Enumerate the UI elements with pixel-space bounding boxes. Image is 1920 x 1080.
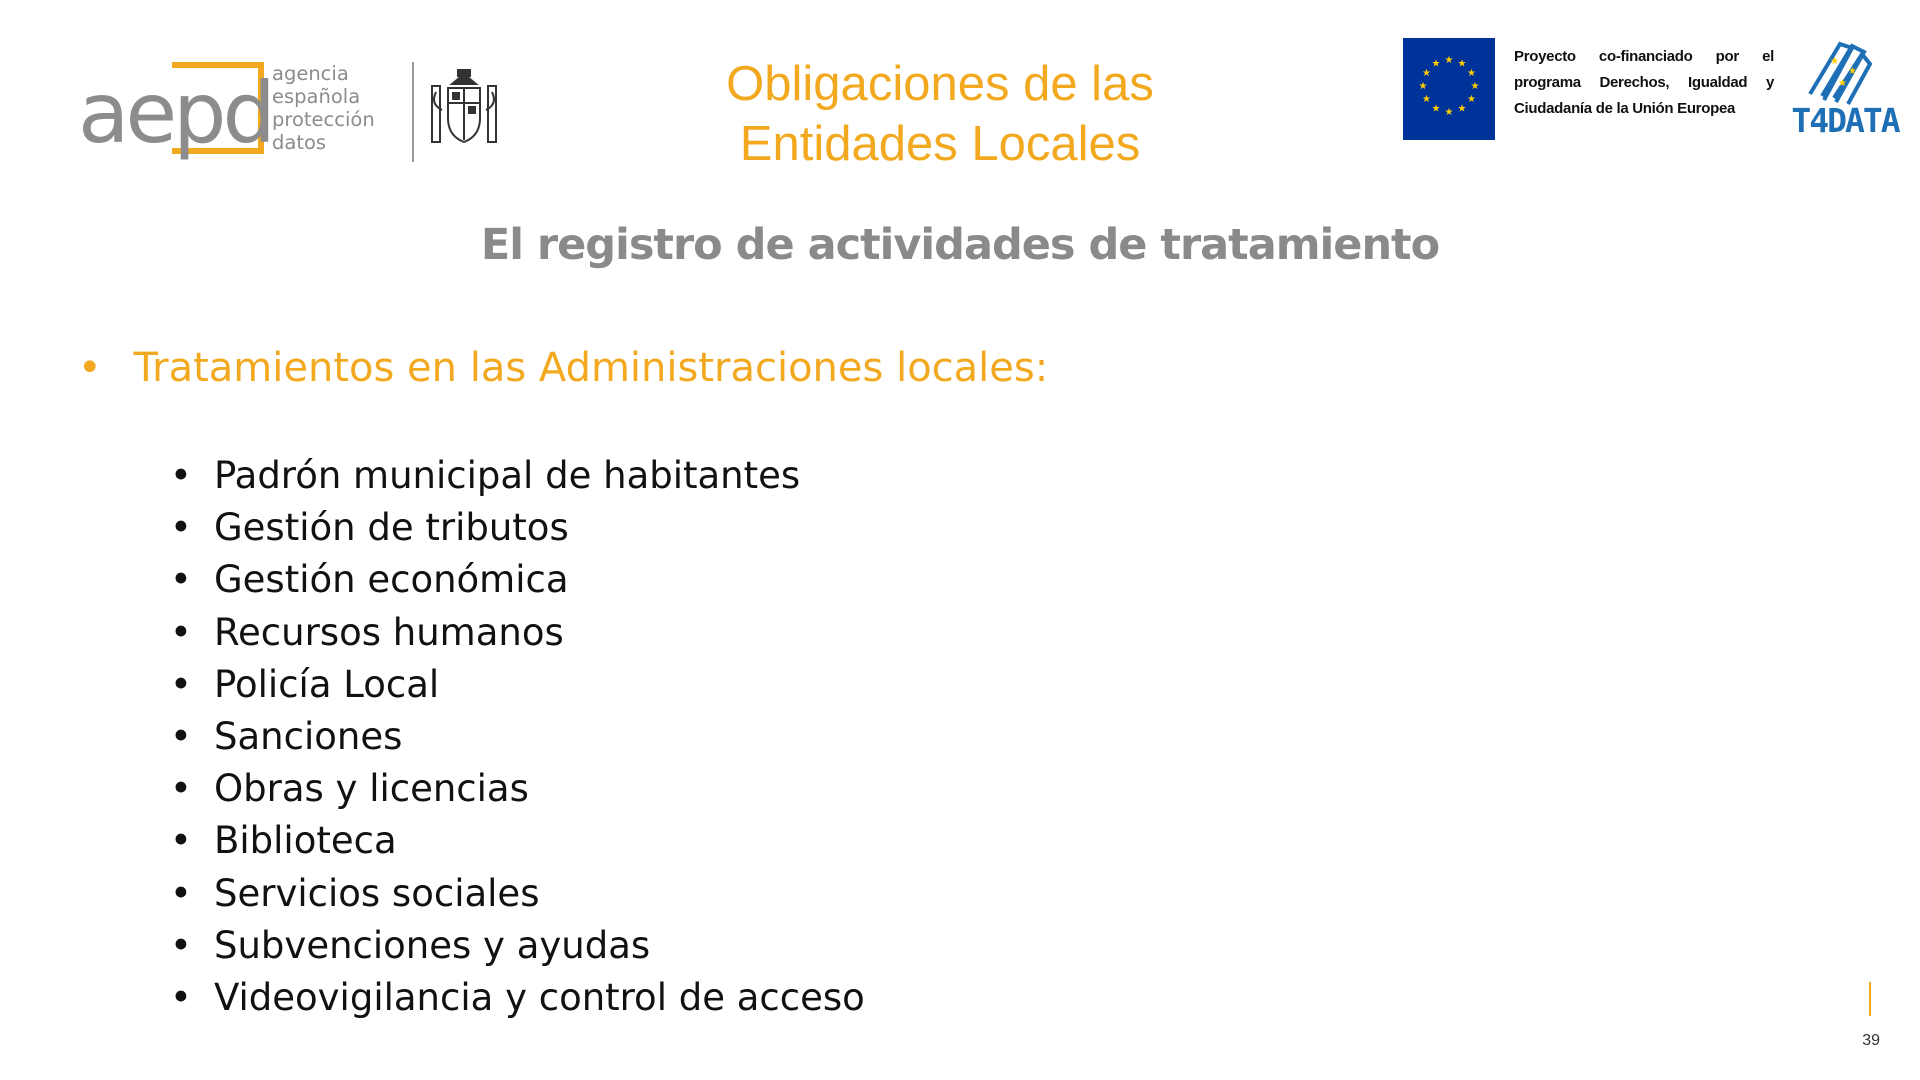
bullet-icon: • — [170, 506, 192, 550]
svg-text:★: ★ — [1457, 103, 1467, 115]
t4data-logo — [1790, 34, 1900, 144]
list-item: • Biblioteca — [170, 815, 865, 867]
bullet-icon: • — [170, 558, 192, 602]
main-bullet-item — [78, 345, 1048, 391]
t4data-label: T4DATA — [1791, 101, 1899, 140]
page-number: 39 — [1862, 1032, 1880, 1049]
bullet-icon: • — [170, 662, 192, 706]
svg-text:★: ★ — [1422, 68, 1431, 79]
aepd-logo-text: agencia española protección datos — [272, 62, 375, 154]
list-item: • Padrón municipal de habitantes — [170, 450, 865, 502]
coat-of-arms-icon — [428, 68, 500, 156]
svg-text:★: ★ — [1470, 81, 1480, 92]
bullet-icon: • — [170, 714, 192, 758]
svg-text:★: ★ — [1444, 55, 1454, 66]
bullet-icon: • — [170, 767, 192, 811]
list-item: • Gestión de tributos — [170, 502, 865, 554]
list-item: • Sanciones — [170, 711, 865, 763]
svg-text:★: ★ — [1830, 56, 1839, 67]
aepd-wordmark: aepd — [78, 64, 272, 162]
slide-title: Obligaciones de las Entidades Locales — [726, 57, 1154, 171]
svg-text:★: ★ — [1838, 78, 1847, 89]
svg-text:★: ★ — [1467, 94, 1476, 105]
main-bullet-text: Tratamientos en las Administraciones locales: — [133, 345, 1049, 391]
list-item: • Recursos humanos — [170, 607, 865, 659]
svg-text:★: ★ — [1422, 94, 1431, 105]
bullet-icon: • — [170, 819, 192, 863]
bullet-icon: • — [170, 610, 192, 654]
svg-text:★: ★ — [1444, 107, 1454, 118]
list-item: • Videovigilancia y control de acceso — [170, 972, 865, 1024]
bullet-icon: • — [170, 923, 192, 967]
list-item: • Policía Local — [170, 659, 865, 711]
bullet-icon: • — [170, 454, 192, 497]
bullet-icon: • — [170, 975, 192, 1019]
list-item: • Gestión económica — [170, 554, 865, 606]
svg-text:★: ★ — [1431, 58, 1441, 70]
accent-rule — [1869, 982, 1871, 1016]
svg-text:★: ★ — [1457, 58, 1467, 70]
aepd-logo — [78, 58, 518, 168]
svg-text:★: ★ — [1467, 68, 1476, 79]
list-item: • Obras y licencias — [170, 763, 865, 815]
logo-divider — [412, 62, 414, 162]
eu-funding-caption: Proyecto co-financiado por el programa Derechos, Igualdad y Ciudadanía de la Unión Europea — [1514, 48, 1774, 117]
list-item: • Subvenciones y ayudas — [170, 920, 865, 972]
svg-text:★: ★ — [1848, 66, 1857, 77]
slide-subtitle: El registro de actividades de tratamiento — [480, 220, 1440, 270]
list-item: • Servicios sociales — [170, 868, 865, 920]
treatment-list — [170, 450, 865, 1024]
svg-text:★: ★ — [1431, 103, 1441, 115]
bullet-icon: • — [170, 871, 192, 915]
bullet-icon: • — [78, 345, 102, 391]
svg-text:★: ★ — [1418, 81, 1428, 92]
eu-flag-icon — [1403, 38, 1495, 140]
